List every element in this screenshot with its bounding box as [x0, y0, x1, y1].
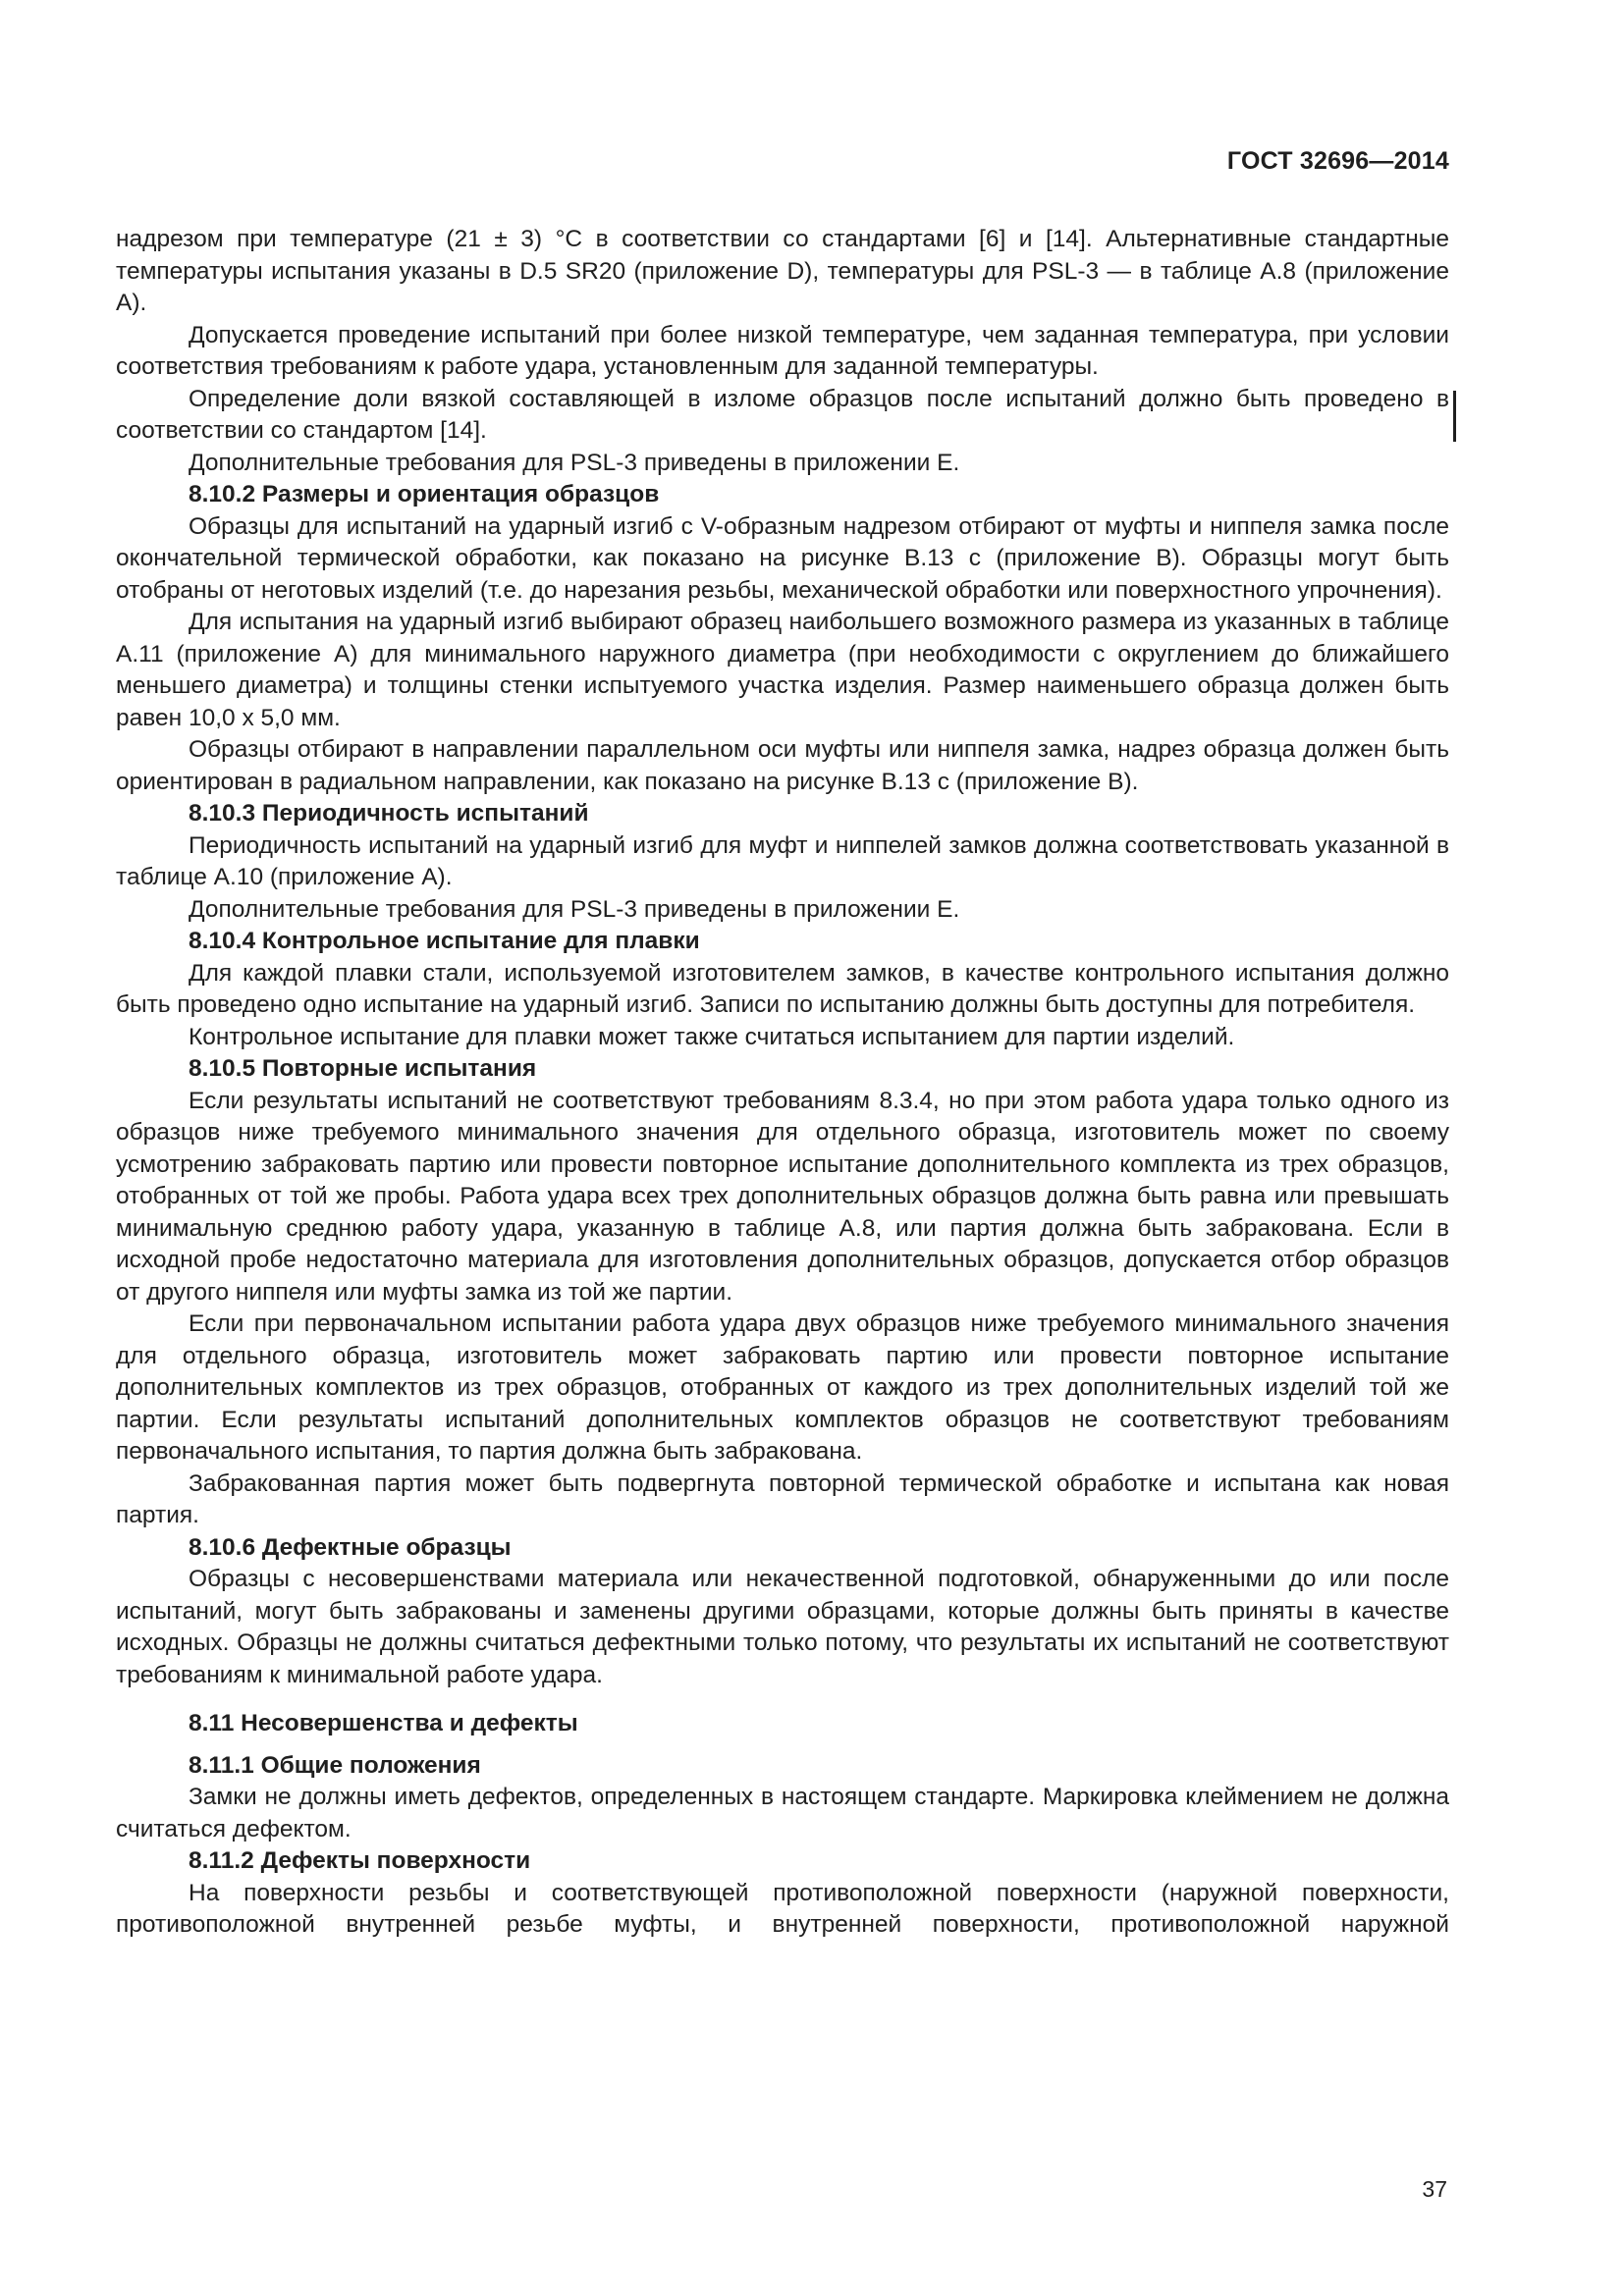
paragraph: Определение доли вязкой составляющей в изломе образцов после испытаний должно быть проведено в соответствии со стандартом [14].	[116, 385, 1449, 444]
paragraph: Если результаты испытаний не соответствуют требованиям 8.3.4, но при этом работа удара только одного из образцов ниже требуемого минимального значения для отдельного образца, изготовитель может по своему усмотрению забраковать партию или провести повторное испытание дополнительного комплекта из трех образцов, отобранных от той же пробы. Работа удара всех трех дополнительных образцов должна быть равна или превышать минимальную среднюю работу удара, указанную в таблице А.8, или партия должна быть забракована. Если в исходной пробе недостаточно материала для изготовления дополнительных образцов, допускается отбор образцов от другого ниппеля или муфты замка из той же партии.	[116, 1087, 1449, 1306]
paragraph: На поверхности резьбы и соответствующей противоположной поверхности (наружной поверхности, противоположной внутренней резьбе муфты, и внутренней поверхности, противоположной наружной	[116, 1879, 1449, 1938]
subsection-heading: 8.10.6 Дефектные образцы	[189, 1533, 512, 1561]
paragraph: Для испытания на ударный изгиб выбирают образец наибольшего возможного размера из указанных в таблице А.11 (приложение А) для минимального наружного диаметра (при необходимости с округлением до ближайшего меньшего диаметра) и толщины стенки испытуемого участка изделия. Размер наименьшего образца должен быть равен 10,0 х 5,0 мм.	[116, 609, 1449, 731]
paragraph: Дополнительные требования для PSL-3 приведены в приложении Е.	[189, 449, 960, 476]
paragraph: Для каждой плавки стали, используемой изготовителем замков, в качестве контрольного испытания должно быть проведено одно испытание на ударный изгиб. Записи по испытанию должны быть доступны для потребителя.	[116, 959, 1449, 1018]
subsection-heading: 8.10.4 Контрольное испытание для плавки	[189, 928, 700, 954]
revision-bar	[1453, 391, 1456, 442]
paragraph: Если при первоначальном испытании работа удара двух образцов ниже требуемого минимального значения для отдельного образца, изготовитель может забраковать партию или провести повторное испытание дополнительных комплектов из трех образцов, отобранных от каждого из трех дополнительных изделий той же партии. Если результаты испытаний дополнительных комплектов образцов не соответствуют требованиям первоначального испытания, то партия должна быть забракована.	[116, 1310, 1449, 1465]
paragraph: Периодичность испытаний на ударный изгиб для муфт и ниппелей замков должна соответствовать указанной в таблице А.10 (приложение А).	[116, 831, 1449, 890]
page-number: 37	[1422, 2176, 1447, 2202]
subsection-heading: 8.11.2 Дефекты поверхности	[189, 1847, 531, 1874]
document-header: ГОСТ 32696—2014	[1226, 147, 1449, 175]
paragraph: Допускается проведение испытаний при более низкой температуре, чем заданная температура, при условии соответствия требованиям к работе удара, установленным для заданной температуры.	[116, 321, 1449, 380]
subsection-heading: 8.10.2 Размеры и ориентация образцов	[189, 481, 660, 507]
paragraph: Контрольное испытание для плавки может также считаться испытанием для партии изделий.	[189, 1023, 1235, 1050]
subsection-heading: 8.10.5 Повторные испытания	[189, 1055, 537, 1082]
paragraph: Дополнительные требования для PSL-3 приведены в приложении Е.	[189, 895, 960, 923]
subsection-heading: 8.10.3 Периодичность испытаний	[189, 800, 589, 827]
paragraph: Забракованная партия может быть подвергнута повторной термической обработке и испытана как новая партия.	[116, 1469, 1449, 1528]
section-heading: 8.11 Несовершенства и дефекты	[189, 1710, 578, 1736]
document-body	[116, 224, 1449, 1942]
paragraph: Образцы с несовершенствами материала или некачественной подготовкой, обнаруженными до или после испытаний, могут быть забракованы и заменены другими образцами, которые должны быть приняты в качестве исходных. Образцы не должны считаться дефектными только потому, что результаты их испытаний не соответствуют требованиям к минимальной работе удара.	[116, 1566, 1449, 1688]
paragraph: Образцы отбирают в направлении параллельном оси муфты или ниппеля замка, надрез образца должен быть ориентирован в радиальном направлении, как показано на рисунке В.13 с (приложение В).	[116, 736, 1449, 795]
subsection-heading: 8.11.1 Общие положения	[189, 1751, 481, 1779]
paragraph: Образцы для испытаний на ударный изгиб с V-образным надрезом отбирают от муфты и ниппеля замка после окончательной термической обработки, как показано на рисунке В.13 с (приложение В). Образцы могут быть отобраны от неготовых изделий (т.е. до нарезания резьбы, механической обработки или поверхностного упрочнения).	[116, 512, 1449, 604]
paragraph: Замки не должны иметь дефектов, определенных в настоящем стандарте. Маркировка клеймением не должна считаться дефектом.	[116, 1784, 1449, 1842]
paragraph: надрезом при температуре (21 ± 3) °С в соответствии со стандартами [6] и [14]. Альтернативные стандартные температуры испытания указаны в D.5 SR20 (приложение D), температуры для PSL-3 — в таблице А.8 (приложение А).	[116, 226, 1449, 316]
